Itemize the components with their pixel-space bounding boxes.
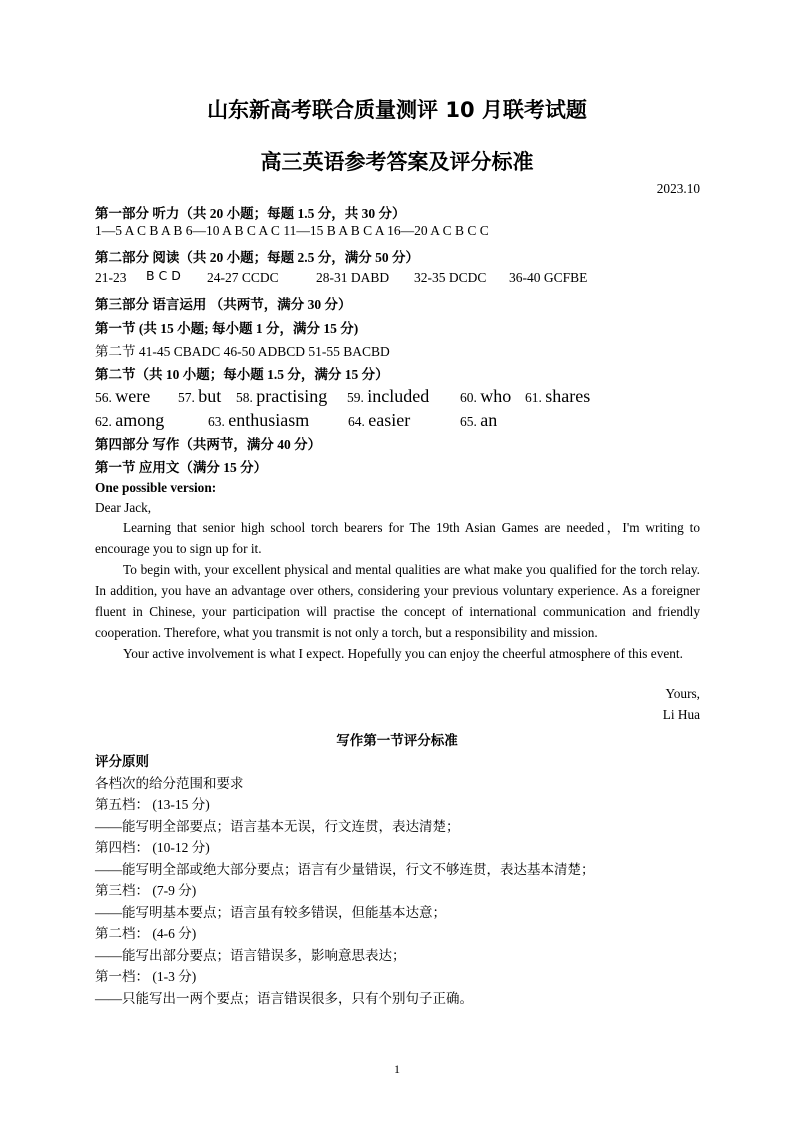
fill-58: 58. practising [236, 386, 328, 406]
fill-62: 62. among [95, 410, 165, 430]
part3-section2-heading: 第二节（共 10 小题；每小题 1.5 分，满分 15 分） [95, 367, 389, 382]
part3-heading: 第三部分 语言运用 （共两节，满分 30 分） [95, 297, 352, 312]
page-title: 山东新高考联合质量测评 10 月联考试题 [207, 98, 587, 122]
criteria-level-2: 第二档： (4-6 分) [95, 926, 197, 941]
letter-paragraph-3: Your active involvement is what I expect. Hopefully you can enjoy the cheerful atmosphere of this event. [123, 646, 683, 661]
part2-answer-32-35: 32-35 DCDC [414, 270, 487, 285]
part3-section1-heading: 第一节 (共 15 小题; 每小题 1 分，满分 15 分) [95, 321, 359, 336]
part2-answer-21-23: B C D [146, 268, 181, 283]
fill-63: 63. enthusiasm [208, 410, 310, 430]
criteria-level-4-desc: ——能写明全部或绝大部分要点；语言有少量错误，行文不够连贯，表达基本清楚； [95, 862, 595, 877]
page-number: 1 [394, 1062, 400, 1076]
criteria-level-1: 第一档： (1-3 分) [95, 969, 197, 984]
letter-label: One possible version: [95, 480, 217, 495]
page-subtitle: 高三英语参考答案及评分标准 [260, 150, 534, 174]
fill-56: 56. were [95, 386, 151, 406]
part3-section1-answers: 第二节 41-45 CBADC 46-50 ADBCD 51-55 BACBD [95, 344, 390, 359]
letter-paragraph-1: Learning that senior high school torch bearers for The 19th Asian Games are needed，I'm writing to encourage you to sign up for it. [95, 520, 700, 556]
criteria-heading: 写作第一节评分标准 [336, 733, 458, 748]
part2-answer-36-40: 36-40 GCFBE [509, 270, 588, 285]
part4-heading: 第四部分 写作（共两节，满分 40 分） [95, 437, 322, 452]
part4-section1-heading: 第一节 应用文（满分 15 分） [95, 460, 268, 475]
criteria-level-5: 第五档： (13-15 分) [95, 797, 210, 812]
fill-64: 64. easier [348, 410, 411, 430]
criteria-level-3-desc: ——能写明基本要点；语言虽有较多错误，但能基本达意； [95, 905, 446, 920]
criteria-level-4: 第四档： (10-12 分) [95, 840, 210, 855]
fill-65: 65. an [460, 410, 498, 430]
part1-answers: 1—5 A C B A B 6—10 A B C A C 11—15 B A B C A 16—20 A C B C C [95, 223, 489, 238]
part2-answer-24-27: 24-27 CCDC [207, 270, 279, 285]
criteria-principle: 评分原则 [95, 754, 149, 769]
fill-59: 59. included [347, 386, 430, 406]
criteria-level-1-desc: ——只能写出一两个要点；语言错误很多，只有个别句子正确。 [95, 991, 473, 1006]
part2-answer-21-23-num: 21-23 [95, 270, 127, 285]
criteria-level-5-desc: ——能写明全部要点；语言基本无误，行文连贯，表达清楚； [95, 819, 460, 834]
letter-greeting: Dear Jack, [95, 500, 152, 515]
part2-answer-28-31: 28-31 DABD [316, 270, 390, 285]
part2-heading: 第二部分 阅读（共 20 小题；每题 2.5 分，满分 50 分） [95, 250, 419, 265]
fill-61: 61. shares [525, 386, 591, 406]
criteria-level-3: 第三档： (7-9 分) [95, 883, 197, 898]
letter-closing: Yours, [665, 686, 700, 701]
fill-60: 60. who [460, 386, 512, 406]
letter-signature: Li Hua [662, 707, 700, 722]
part1-heading: 第一部分 听力（共 20 小题；每题 1.5 分，共 30 分） [95, 206, 406, 221]
criteria-level-2-desc: ——能写出部分要点；语言错误多，影响意思表达； [95, 948, 406, 963]
criteria-intro: 各档次的给分范围和要求 [95, 776, 244, 791]
date: 2023.10 [656, 181, 700, 196]
letter-paragraph-2: To begin with, your excellent physical and mental qualities are what make you qualified for the torch relay. In addition, you have an advantage over others, considering your previous voluntary experience. As a foreigner fluent in Chinese, your participation will practise the concept of international communication and friendly cooperation. Therefore, what you transmit is not only a torch, but a responsibility and mission. [95, 562, 700, 640]
fill-57: 57. but [178, 386, 222, 406]
